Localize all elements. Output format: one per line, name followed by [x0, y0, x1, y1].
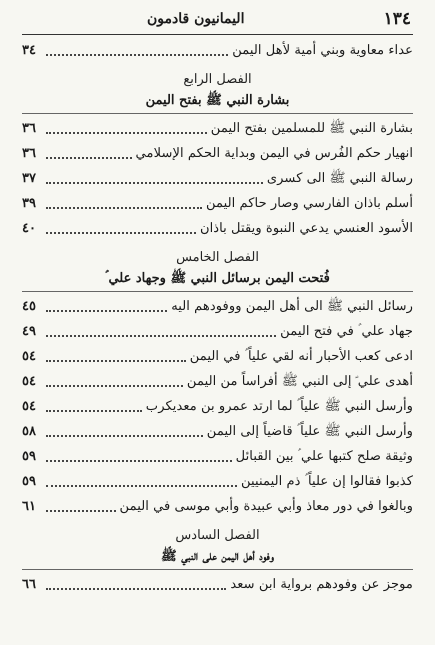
- chapter-title: بشارة النبي ﷺ بفتح اليمن: [22, 87, 413, 114]
- chapter-label: الفصل السادس: [175, 528, 260, 543]
- dot-leader: [46, 119, 207, 139]
- toc-entry: [22, 214, 413, 239]
- dot-leader: [46, 497, 116, 517]
- dot-leader: [46, 144, 132, 164]
- toc-entry: [22, 392, 413, 417]
- toc-entry-title: أهدى علي ؑ إلى النبي ﷺ أفراساً من اليمن: [186, 374, 413, 389]
- dot-leader: [46, 397, 142, 417]
- toc-entry: [22, 467, 413, 492]
- toc-entry-title: جهاد علي ؑ في فتح اليمن: [280, 324, 413, 339]
- dot-leader: [46, 472, 237, 492]
- toc-entry-page: ٥٩: [22, 474, 36, 489]
- toc-entry: [22, 317, 413, 342]
- dot-leader: [46, 297, 167, 317]
- running-title: اليمانيون قادمون: [147, 11, 245, 27]
- toc-entry: [22, 442, 413, 467]
- dot-leader: [46, 322, 276, 342]
- toc-entry-title: الأسود العنسي يدعي النبوة ويقتل باذان: [199, 221, 413, 236]
- toc-entry-page: ٦١: [22, 499, 36, 514]
- toc-entry: [22, 342, 413, 367]
- dot-leader: [46, 575, 226, 595]
- toc-entry-title: وأرسل النبي ﷺ علياً ؑ لما ارتد عمرو بن معديكرب: [145, 399, 413, 414]
- toc-entry-page: ٥٨: [22, 424, 36, 439]
- toc-entry-page: ٤٠: [22, 221, 36, 236]
- toc-entry-page: ٣٤: [22, 43, 36, 58]
- toc-entry-page: ٥٤: [22, 349, 36, 364]
- dot-leader: [46, 422, 203, 442]
- page-header: [22, 6, 413, 32]
- header-rule: [22, 34, 413, 35]
- chapter-label: الفصل الخامس: [176, 250, 259, 265]
- toc-entry-page: ٣٦: [22, 121, 36, 136]
- chapter-title: وفود أهل اليمن على النبي ﷺ: [22, 543, 413, 570]
- dot-leader: [46, 219, 196, 239]
- toc-entry-page: ٦٦: [22, 577, 36, 592]
- toc-entry: [22, 292, 413, 317]
- toc-entry-title: انهيار حكم الفُرس في اليمن وبداية الحكم الإسلامي: [135, 146, 413, 161]
- toc-entry-title: رسائل النبي ﷺ الى أهل اليمن ووفودهم اليه: [171, 299, 413, 314]
- dot-leader: [46, 372, 183, 392]
- chapter-label: الفصل الرابع: [183, 72, 252, 87]
- page-number: ١٣٤: [383, 9, 411, 29]
- toc-entry-page: ٤٩: [22, 324, 36, 339]
- toc-entry-page: ٥٤: [22, 399, 36, 414]
- toc-entry-title: بشارة النبي ﷺ للمسلمين بفتح اليمن: [210, 121, 413, 136]
- table-of-contents: [22, 36, 413, 595]
- toc-entry-title: رسالة النبي ﷺ الى كسرى: [266, 171, 413, 186]
- toc-entry: [22, 417, 413, 442]
- toc-entry: [22, 189, 413, 214]
- toc-entry-page: ٣٩: [22, 196, 36, 211]
- dot-leader: [46, 347, 186, 367]
- toc-entry: [22, 139, 413, 164]
- toc-entry-title: أسلم باذان الفارسي وصار حاكم اليمن: [205, 196, 413, 211]
- toc-entry: [22, 114, 413, 139]
- toc-entry-page: ٣٦: [22, 146, 36, 161]
- toc-entry-title: ادعى كعب الأحبار أنه لقي علياً ؑ في اليمن: [189, 349, 413, 364]
- toc-entry-title: وبالغوا في دور معاذ وأبي عبيدة وأبي موسى في اليمن: [119, 499, 413, 514]
- toc-entry-title: وأرسل النبي ﷺ علياً ؑ قاضياً إلى اليمن: [206, 424, 413, 439]
- toc-entry: [22, 492, 413, 517]
- toc-entry: [22, 367, 413, 392]
- chapter-title: فُتحت اليمن برسائل النبي ﷺ وجهاد علي ؑ: [22, 265, 413, 292]
- toc-entry: [22, 164, 413, 189]
- toc-entry-title: وثيقة صلح كتبها علي ؑ بين القبائل: [235, 449, 413, 464]
- toc-entry-page: ٥٩: [22, 449, 36, 464]
- toc-entry: [22, 570, 413, 595]
- toc-entry-title: عداء معاوية وبني أمية لأهل اليمن: [232, 43, 413, 58]
- toc-entry-page: ٤٥: [22, 299, 36, 314]
- toc-entry-page: ٣٧: [22, 171, 36, 186]
- toc-entry-title: كذبوا فقالوا إن علياً ؑ ذم اليمنيين: [241, 474, 413, 489]
- dot-leader: [46, 447, 232, 467]
- toc-entry-title: موجز عن وفودهم برواية ابن سعد: [230, 577, 413, 592]
- dot-leader: [46, 41, 228, 61]
- toc-entry: [22, 36, 413, 61]
- toc-entry-page: ٥٤: [22, 374, 36, 389]
- dot-leader: [46, 169, 263, 189]
- dot-leader: [46, 194, 202, 214]
